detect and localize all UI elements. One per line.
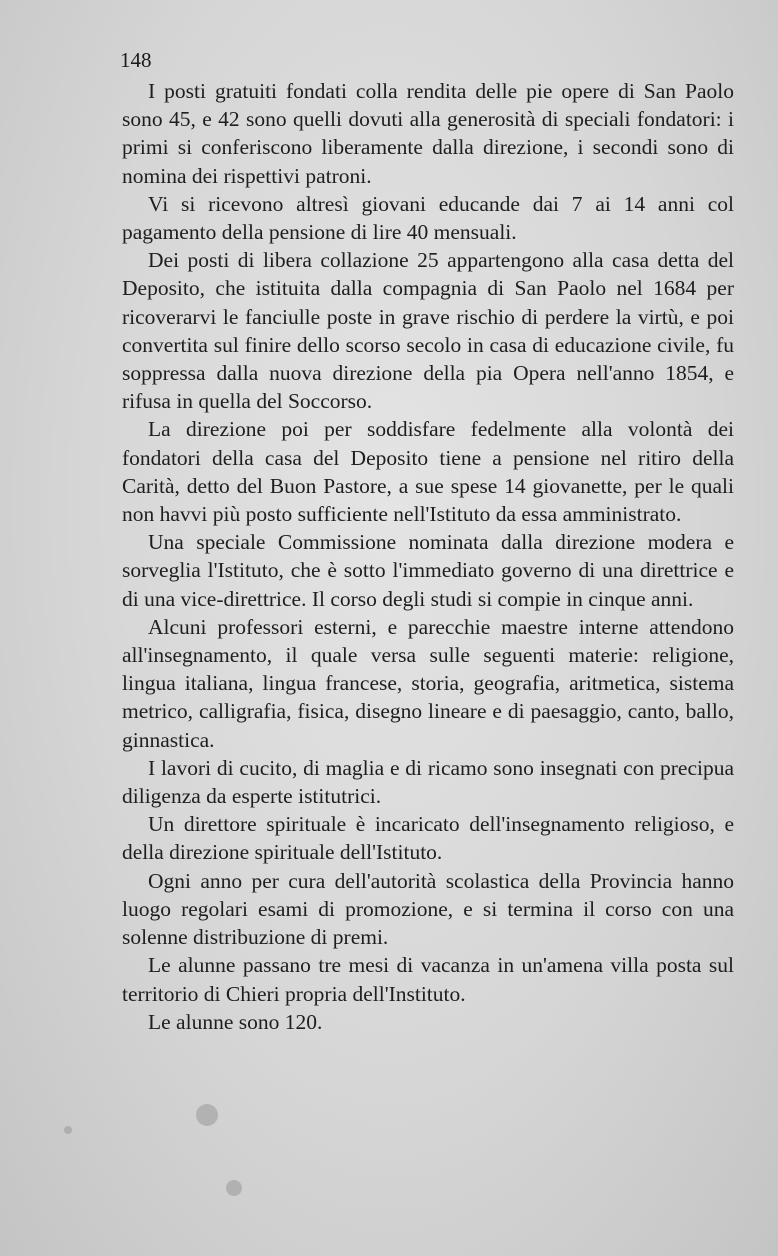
paragraph: Ogni anno per cura dell'autorità scolastica della Provincia hanno luogo regolari esami di promozione, e si termina il corso con una solenne distribuzione di premi. — [122, 868, 734, 950]
paragraph: Vi si ricevono altresì giovani educande dai 7 ai 14 anni col pagamento della pensione di lire 40 mensuali. — [122, 191, 734, 245]
paragraph: I posti gratuiti fondati colla rendita delle pie opere di San Paolo sono 45, e 42 sono quelli dovuti alla generosità di speciali fondatori: i primi si conferiscono liberamente dalla direzione, i secondi sono di nomina dei rispettivi patroni. — [122, 79, 734, 188]
paragraph: Alcuni professori esterni, e parecchie maestre interne attendono all'insegnamento, il quale versa sulle seguenti materie: religione, lingua italiana, lingua francese, storia, geografia, aritmetica, sistema metrico, calligrafia, fisica, disegno lineare e di paesaggio, canto, ballo, ginnastica. — [122, 614, 734, 752]
paragraph: La direzione poi per soddisfare fedelmente alla volontà dei fondatori della casa del Deposito tiene a pensione nel ritiro della Carità, detto del Buon Pastore, a sue spese 14 giovanette, per le quali non havvi più posto sufficiente nell'Istituto da essa amministrato. — [122, 417, 734, 527]
paragraph: Dei posti di libera collazione 25 appartengono alla casa detta del Deposito, che istituita dalla compagnia di San Paolo nel 1684 per ricoverarvi le fanciulle poste in grave rischio di perdere la virtù, e poi convertita sul finire dello scorso secolo in casa di educazione civile, fu soppressa dalla nuova direzione della pia Opera nell'anno 1854, e rifusa in quella del Soccorso. — [122, 248, 734, 414]
paper-stain — [226, 1180, 242, 1196]
paragraph: Un direttore spirituale è incaricato dell'insegnamento religioso, e della direzione spirituale dell'Istituto. — [122, 812, 734, 865]
paragraph: Le alunne passano tre mesi di vacanza in un'amena villa posta sul territorio di Chieri propria dell'Instituto. — [122, 953, 734, 1006]
page-body — [122, 77, 734, 1036]
paragraph: I lavori di cucito, di maglia e di ricamo sono insegnati con precipua diligenza da esperte istitutrici. — [122, 755, 734, 809]
page-number: 148 — [120, 48, 152, 72]
paragraph: Le alunne sono 120. — [148, 1009, 323, 1034]
paragraph: Una speciale Commissione nominata dalla direzione modera e sorveglia l'Istituto, che è sotto l'immediato governo di una direttrice e di una vice-direttrice. Il corso degli studi si compie in cinque anni. — [122, 530, 734, 611]
paper-stain — [196, 1104, 218, 1126]
paper-stain — [64, 1126, 72, 1134]
